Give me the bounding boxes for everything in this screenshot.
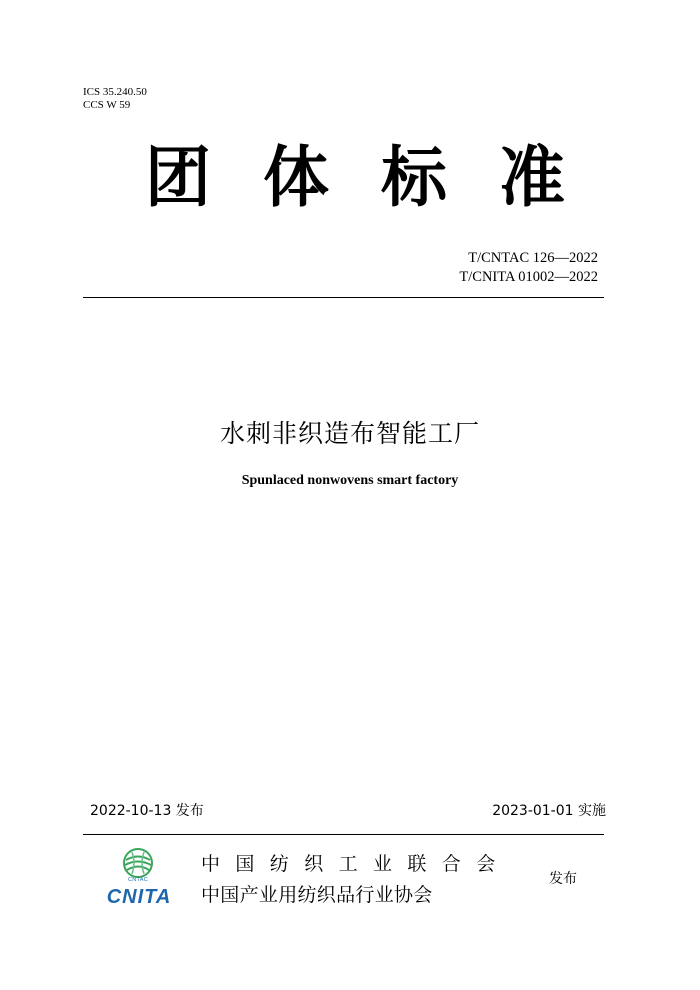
standard-number-cntac: T/CNTAC 126—2022 [468, 250, 598, 266]
logo-big-text: CNITA [106, 886, 172, 908]
doc-type-char: 准 [499, 139, 565, 216]
document-type-heading [145, 138, 565, 218]
classification-codes [83, 86, 147, 112]
issued-label: 发布 [549, 871, 577, 887]
issuer-org-2: 中国产业用纺织品行业协会 [201, 884, 433, 906]
title-english: Spunlaced nonwovens smart factory [241, 473, 459, 488]
title-chinese: 水刺非织造布智能工厂 [219, 419, 480, 448]
ics-code: ICS 35.240.50 [83, 86, 147, 98]
top-divider [83, 297, 604, 298]
cnita-logo [100, 843, 180, 913]
ccs-code: CCS W 59 [83, 99, 131, 111]
bottom-divider [83, 834, 604, 835]
standard-number-cnita: T/CNITA 01002—2022 [459, 269, 598, 285]
issuer-org-1: 中国纺织工业联合会 [201, 853, 511, 875]
doc-type-char: 标 [381, 139, 447, 216]
doc-type-char: 团 [145, 139, 211, 216]
globe-emblem-icon [122, 847, 154, 879]
logo-small-text: CNTAC [127, 877, 149, 883]
issue-date: 2022-10-13 发布 [90, 803, 204, 819]
standard-numbers [459, 249, 598, 287]
implementation-date: 2023-01-01 实施 [492, 803, 606, 819]
doc-type-char: 体 [263, 139, 329, 216]
